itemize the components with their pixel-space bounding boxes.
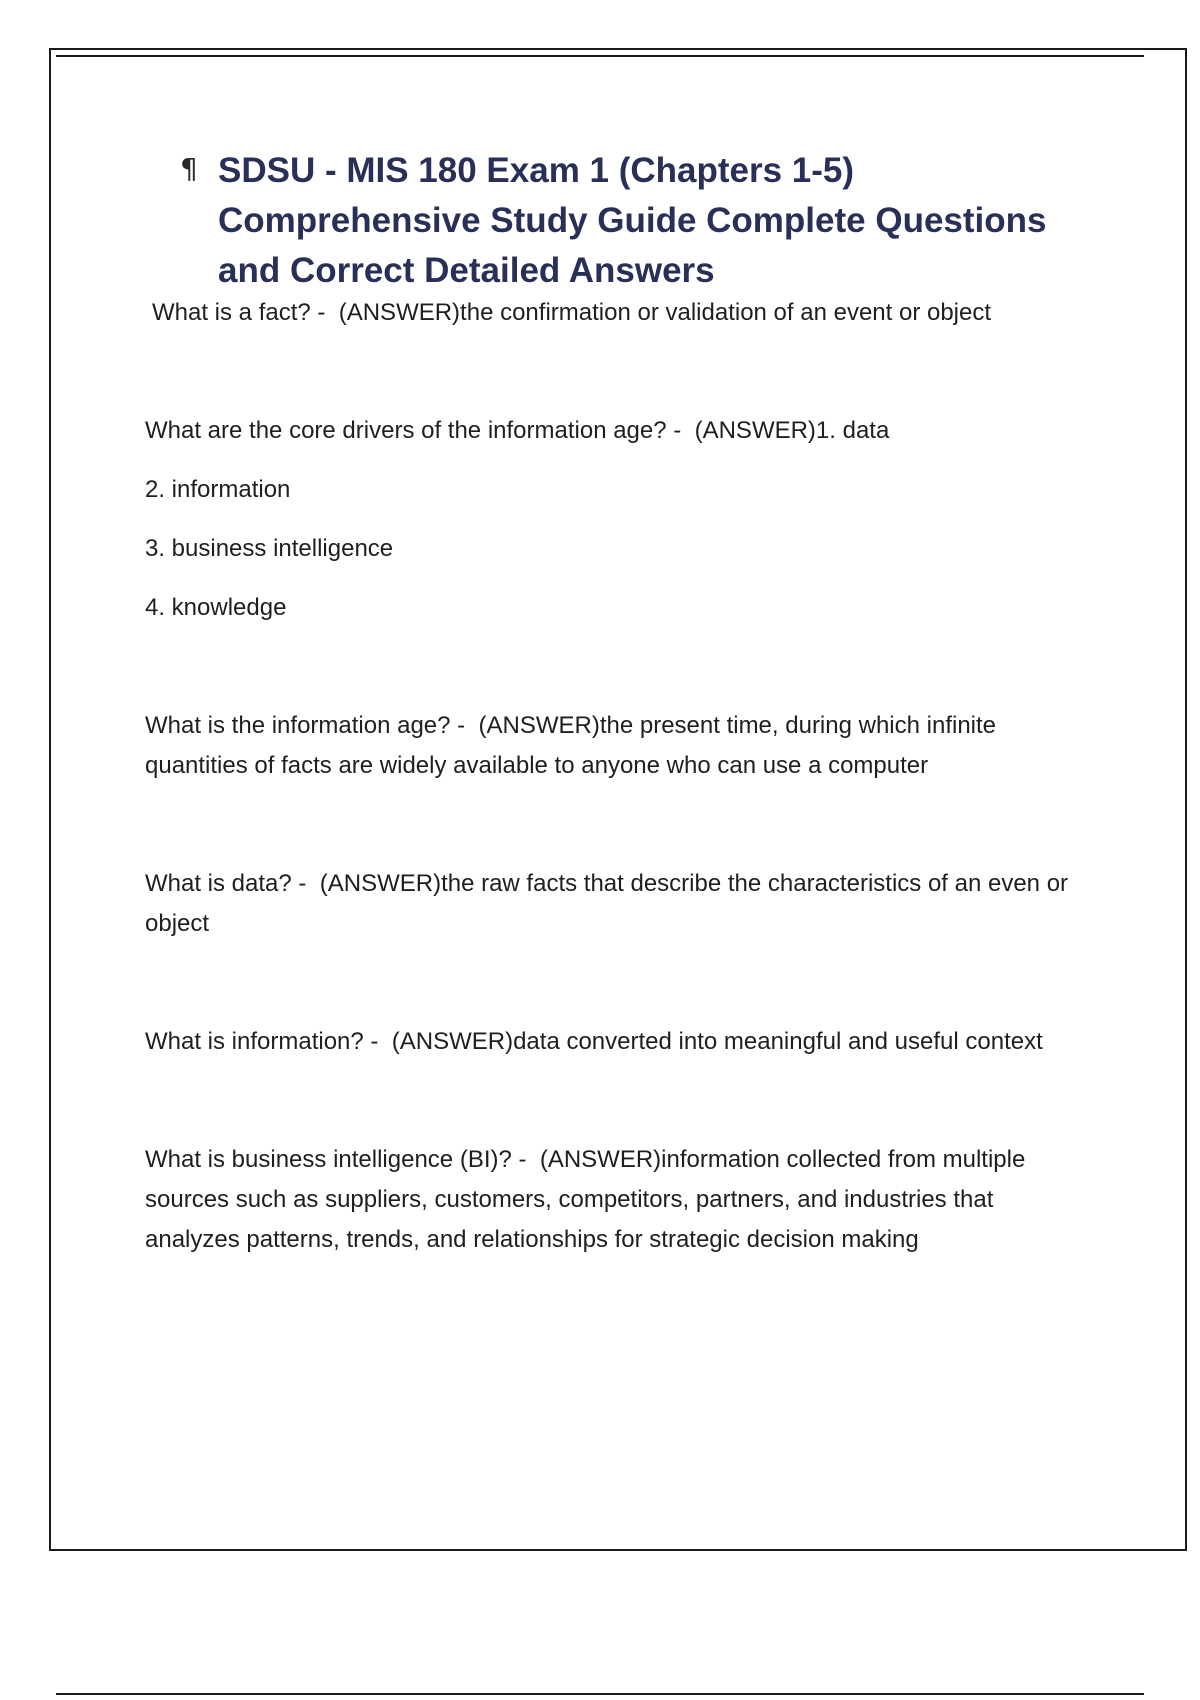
- qa-question-core-drivers: What are the core drivers of the information age? - (ANSWER)1. data: [145, 417, 890, 444]
- top-divider: [56, 55, 1144, 57]
- qa-item-fact: What is a fact? - (ANSWER)the confirmation or validation of an event or object: [152, 299, 992, 326]
- page-title: SDSU - MIS 180 Exam 1 (Chapters 1-5) Comprehensive Study Guide Complete Questions and Correct Detailed Answers: [218, 151, 1047, 290]
- pilcrow-icon: ¶: [180, 152, 198, 185]
- qa-item-data: What is data? - (ANSWER)the raw facts that describe the characteristics of an even or object: [145, 870, 1075, 937]
- qa-item-information: What is information? - (ANSWER)data converted into meaningful and useful context: [145, 1028, 1043, 1055]
- study-guide-content: [145, 293, 1085, 1338]
- qa-item-business-intelligence: What is business intelligence (BI)? - (ANSWER)information collected from multiple sources such as suppliers, customers, competitors, partners, and industries that analyzes patterns, trends, and relationships for strategic decision making: [145, 1146, 1032, 1253]
- list-item: 3. business intelligence: [145, 535, 394, 562]
- list-item: 2. information: [145, 476, 291, 503]
- bottom-divider: [56, 1693, 1144, 1695]
- qa-item-information-age: What is the information age? - (ANSWER)the present time, during which infinite quantities of facts are widely available to anyone who can use a computer: [145, 712, 1003, 779]
- qa-item-core-drivers: [145, 411, 1085, 628]
- list-item: 4. knowledge: [145, 594, 287, 621]
